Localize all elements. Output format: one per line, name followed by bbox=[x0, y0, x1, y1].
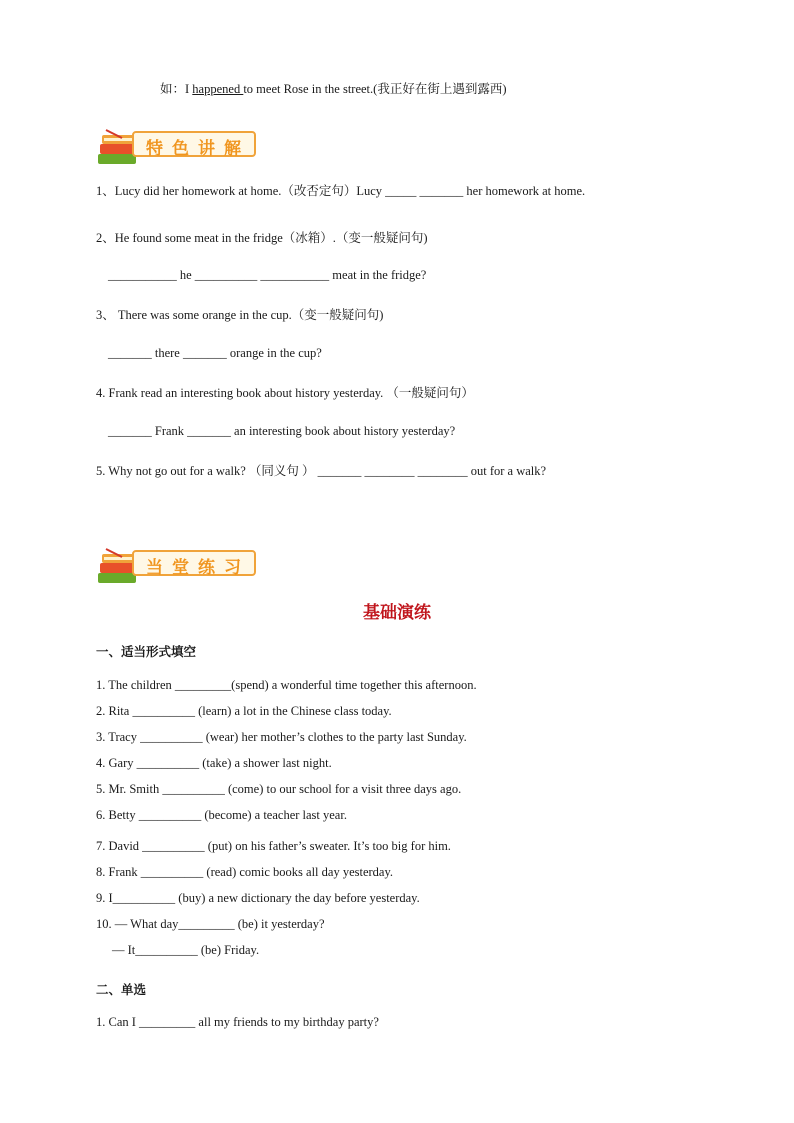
fill-item-9: 9. I__________ (buy) a new dictionary the day before yesterday. bbox=[96, 891, 420, 905]
exercise-item-4: 4. Frank read an interesting book about history yesterday. （一般疑问句） bbox=[96, 386, 474, 400]
fill-item-10-question: 10. — What day_________ (be) it yesterday? bbox=[96, 917, 325, 931]
choice-item-1: 1. Can I _________ all my friends to my birthday party? bbox=[96, 1015, 379, 1029]
banner-label: 特色讲解 bbox=[146, 139, 250, 159]
part2-heading: 二、单选 bbox=[96, 982, 147, 997]
fill-item-10-answer: — It__________ (be) Friday. bbox=[112, 943, 260, 957]
example-underlined-word: happened bbox=[192, 82, 244, 96]
fill-item-1: 1. The children _________(spend) a wonderful time together this afternoon. bbox=[96, 678, 477, 692]
fill-item-2: 2. Rita __________ (learn) a lot in the Chinese class today. bbox=[96, 704, 392, 718]
exercise-answer-4: _______ Frank _______ an interesting book about history yesterday? bbox=[108, 424, 456, 438]
exercise-item-2: 2、He found some meat in the fridge（冰箱）.（变一般疑问句) bbox=[96, 231, 428, 245]
exercise-item-1: 1、Lucy did her homework at home.（改否定句）Lucy _____ _______ her homework at home. bbox=[96, 184, 586, 198]
example-sentence bbox=[160, 81, 506, 97]
part1-heading: 一、适当形式填空 bbox=[96, 644, 197, 659]
exercise-item-3: 3、 There was some orange in the cup.（变一般疑问句) bbox=[96, 308, 384, 322]
section-banner-feature-explanation bbox=[96, 128, 258, 166]
exercise-item-5: 5. Why not go out for a walk? （同义句 ） _______ ________ ________ out for a walk? bbox=[96, 464, 547, 478]
fill-item-4: 4. Gary __________ (take) a shower last night. bbox=[96, 756, 332, 770]
practice-title: 基础演练 bbox=[363, 603, 431, 623]
exercise-answer-3: _______ there _______ orange in the cup? bbox=[108, 346, 322, 360]
fill-item-7: 7. David __________ (put) on his father’s sweater. It’s too big for him. bbox=[96, 839, 451, 853]
example-rest: to meet Rose in the street.(我正好在街上遇到露西) bbox=[243, 82, 507, 96]
fill-item-8: 8. Frank __________ (read) comic books all day yesterday. bbox=[96, 865, 394, 879]
banner-label: 当堂练习 bbox=[146, 558, 250, 578]
example-prefix: 如：I bbox=[160, 82, 193, 96]
section-banner-class-practice bbox=[96, 547, 258, 585]
fill-item-6: 6. Betty __________ (become) a teacher last year. bbox=[96, 808, 347, 822]
fill-item-3: 3. Tracy __________ (wear) her mother’s clothes to the party last Sunday. bbox=[96, 730, 467, 744]
exercise-answer-2: ___________ he __________ ___________ meat in the fridge? bbox=[108, 268, 427, 282]
fill-item-5: 5. Mr. Smith __________ (come) to our school for a visit three days ago. bbox=[96, 782, 462, 796]
